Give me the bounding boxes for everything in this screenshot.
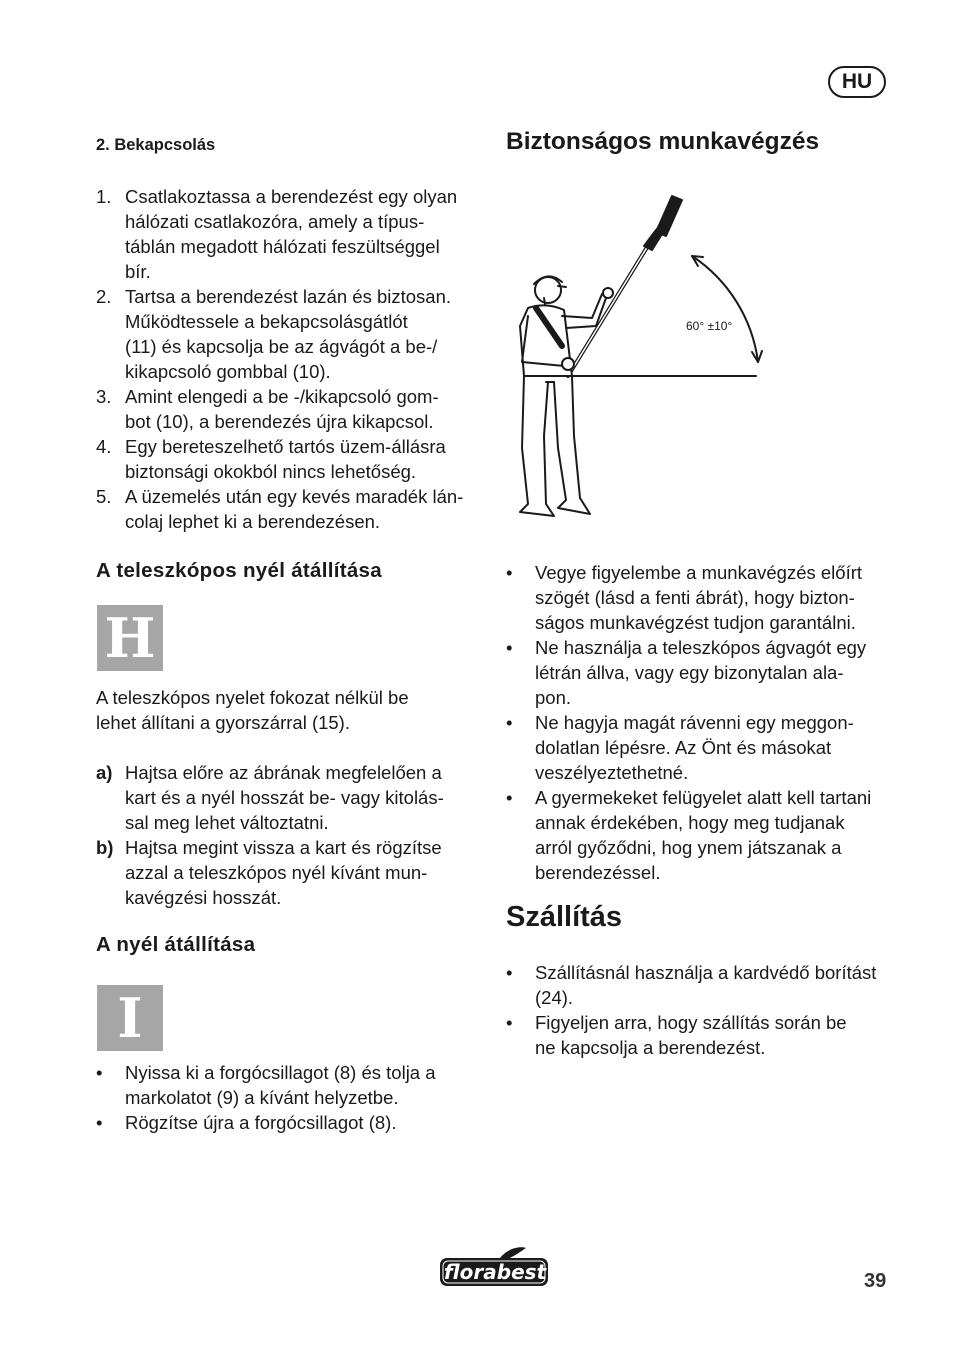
florabest-logo (438, 1246, 552, 1290)
language-badge: HU (828, 66, 886, 98)
list-item: 4. Egy bereteszelhető tartós üzem-állásra biztonsági okokból nincs lehetőség. (96, 436, 446, 482)
page-number: 39 (864, 1270, 887, 1292)
section-title-switch-on: 2. Bekapcsolás (96, 136, 216, 154)
list-item: 2. Tartsa a berendezést lazán és biztosan. Működtessele a bekapcsolásgátlót (11) és kapcsolja be az ágvágót a be-/ kikapcsoló gombbal (10). (96, 286, 451, 382)
heading-transport: Szállítás (506, 901, 623, 933)
list-item: • Szállításnál használja a kardvédő borítást (24). (506, 962, 877, 1008)
working-angle-illustration (506, 186, 768, 530)
angle-label: 60° ±10° (686, 319, 733, 333)
svg-text:florabest: florabest (443, 1260, 547, 1284)
heading-telescopic: A teleszkópos nyél átállítása (96, 559, 382, 582)
list-item: • Rögzítse újra a forgócsillagot (8). (96, 1112, 397, 1133)
list-item: 3. Amint elengedi a be -/kikapcsoló gom- bot (10), a berendezés újra kikapcsol. (96, 386, 439, 432)
switch-on-steps (96, 184, 486, 534)
step-letter-i: I (97, 985, 163, 1051)
list-item: 1. Csatlakoztassa a berendezést egy olyan hálózati csatlakozóra, amely a típus- táblán megadott hálózati feszültséggel bír. (96, 186, 458, 282)
handle-bullets (96, 1060, 486, 1135)
list-item: • Ne használja a teleszkópos ágvagót egy létrán állva, vagy egy bizonytalan ala- pon. (506, 637, 867, 708)
safety-bullets (506, 560, 898, 885)
telescopic-intro: A teleszkópos nyelet fokozat nélkül be lehet állítani a gyorszárral (15). (96, 687, 409, 733)
list-item: • Nyissa ki a forgócsillagot (8) és tolja a markolatot (9) a kívánt helyzetbe. (96, 1062, 436, 1108)
list-item: a) Hajtsa előre az ábrának megfelelően a kart és a nyél hosszát be- vagy kitolás- sal meg lehet változtatni. (96, 762, 444, 833)
telescopic-steps (96, 760, 486, 910)
list-item: • A gyermekeket felügyelet alatt kell tartani annak érdekében, hogy meg tudjanak arról győződni, hog ynem játszanak a berendezéssel. (506, 787, 872, 883)
list-item: 5. A üzemelés után egy kevés maradék lán- colaj lephet ki a berendezésen. (96, 486, 464, 532)
step-letter-h: H (97, 605, 163, 671)
list-item: b) Hajtsa megint vissza a kart és rögzítse azzal a teleszkópos nyél kívánt mun- kavégzési hosszát. (96, 837, 442, 908)
list-item: • Vegye figyelembe a munkavégzés előírt szögét (lásd a fenti ábrát), hogy bizton- ságos munkavégzést tudjon garantálni. (506, 562, 863, 633)
transport-bullets (506, 960, 898, 1060)
list-item: • Figyeljen arra, hogy szállítás során be ne kapcsolja a berendezést. (506, 1012, 847, 1058)
list-item: • Ne hagyja magát rávenni egy meggon- dolatlan lépésre. Az Önt és másokat veszélyeztethetné. (506, 712, 854, 783)
heading-handle: A nyél átállítása (96, 933, 256, 956)
heading-safe-work: Biztonságos munkavégzés (506, 128, 820, 155)
